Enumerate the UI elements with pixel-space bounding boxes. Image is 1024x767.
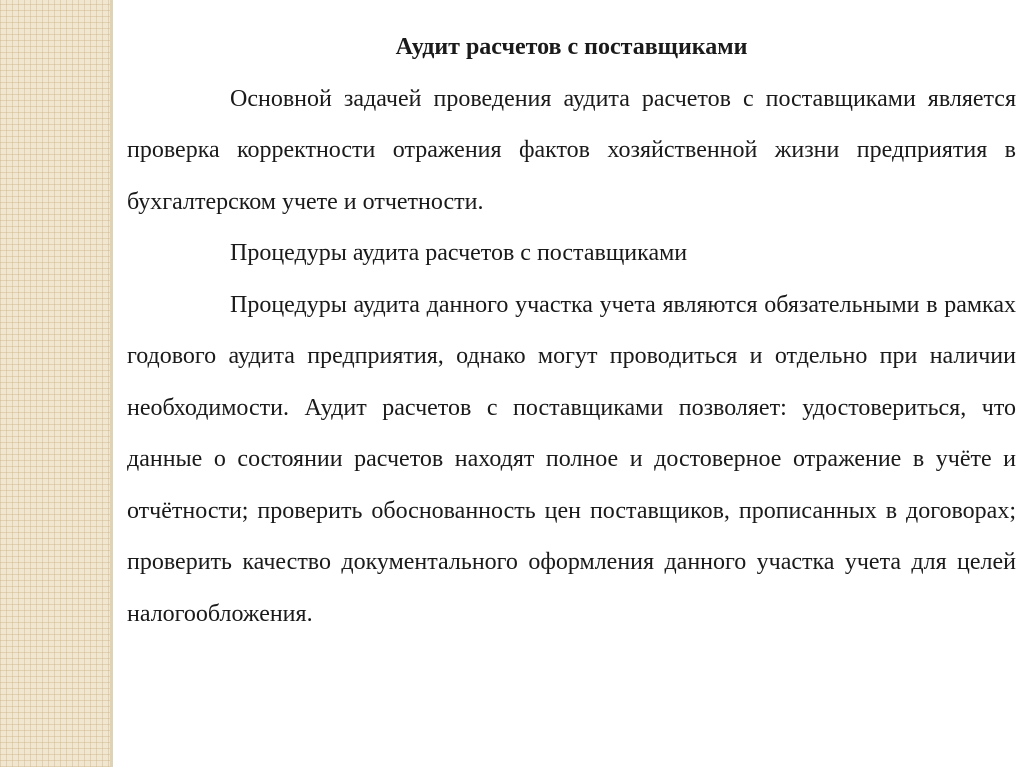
side-divider [110, 0, 113, 767]
document-body [127, 22, 1016, 640]
document-title: Аудит расчетов с поставщиками [395, 34, 748, 60]
paragraph-main-task: Основной задачей проведения аудита расчетов с поставщиками является проверка корректности отражения фактов хозяйственной жизни предприятия в бухгалтерском учете и отчетности. [127, 85, 1016, 215]
paragraph-procedures-details: Процедуры аудита данного участка учета являются обязательными в рамках годового аудита предприятия, однако могут проводиться и отдельно при наличии необходимости. Аудит расчетов с поставщиками позволяет: удостовериться, что данные о состоянии расчетов находят полное и достоверное отражение в учёте и отчётности; проверить обоснованность цен поставщиков, прописанных в договорах; проверить качество документального оформления данного участка учета для целей налогообложения. [127, 291, 1016, 627]
paragraph-procedures-heading: Процедуры аудита расчетов с поставщиками [230, 240, 688, 266]
decorative-side-strip [0, 0, 110, 767]
